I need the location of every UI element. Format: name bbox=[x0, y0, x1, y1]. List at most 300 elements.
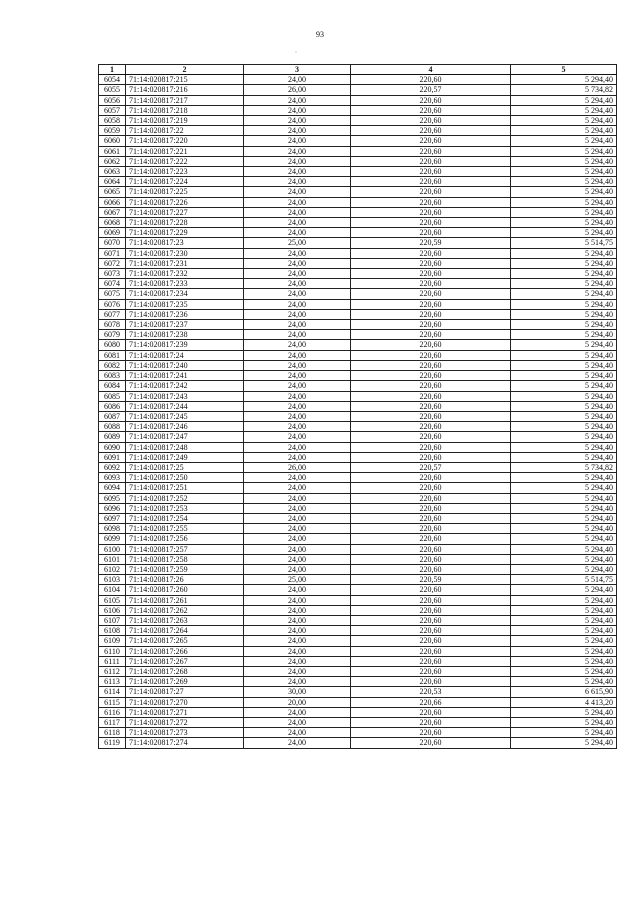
cell-amount: 5 294,40 bbox=[511, 585, 617, 595]
cell-amount: 5 294,40 bbox=[511, 473, 617, 483]
table-row bbox=[99, 187, 617, 197]
cell-row-number: 6100 bbox=[99, 544, 126, 554]
cell-amount: 5 294,40 bbox=[511, 452, 617, 462]
table-row bbox=[99, 289, 617, 299]
table-row bbox=[99, 575, 617, 585]
cell-row-number: 6062 bbox=[99, 156, 126, 166]
cell-row-number: 6106 bbox=[99, 605, 126, 615]
cell-area: 24,00 bbox=[244, 75, 351, 85]
cell-amount: 5 294,40 bbox=[511, 564, 617, 574]
cell-area: 24,00 bbox=[244, 371, 351, 381]
cell-row-number: 6099 bbox=[99, 534, 126, 544]
cell-amount: 5 294,40 bbox=[511, 371, 617, 381]
table-row bbox=[99, 554, 617, 564]
cell-area: 24,00 bbox=[244, 258, 351, 268]
cell-amount: 4 413,20 bbox=[511, 697, 617, 707]
cell-amount: 5 294,40 bbox=[511, 75, 617, 85]
cell-row-number: 6067 bbox=[99, 207, 126, 217]
cell-row-number: 6065 bbox=[99, 187, 126, 197]
table-row bbox=[99, 309, 617, 319]
cell-cadastral-number: 71:14:020817:271 bbox=[126, 707, 244, 717]
table-row bbox=[99, 707, 617, 717]
cell-amount: 5 294,40 bbox=[511, 289, 617, 299]
header-col-1: 1 bbox=[99, 65, 126, 75]
cell-cadastral-number: 71:14:020817:228 bbox=[126, 218, 244, 228]
cell-rate: 220,60 bbox=[351, 299, 511, 309]
cell-area: 24,00 bbox=[244, 360, 351, 370]
cell-amount: 5 294,40 bbox=[511, 269, 617, 279]
cell-area: 24,00 bbox=[244, 146, 351, 156]
cell-row-number: 6058 bbox=[99, 116, 126, 126]
cell-cadastral-number: 71:14:020817:248 bbox=[126, 442, 244, 452]
cell-cadastral-number: 71:14:020817:262 bbox=[126, 605, 244, 615]
table-row bbox=[99, 411, 617, 421]
cell-row-number: 6113 bbox=[99, 677, 126, 687]
table-row bbox=[99, 105, 617, 115]
cell-amount: 5 294,40 bbox=[511, 442, 617, 452]
cell-area: 30,00 bbox=[244, 687, 351, 697]
cell-rate: 220,60 bbox=[351, 381, 511, 391]
cell-cadastral-number: 71:14:020817:242 bbox=[126, 381, 244, 391]
cell-cadastral-number: 71:14:020817:221 bbox=[126, 146, 244, 156]
cell-amount: 5 294,40 bbox=[511, 636, 617, 646]
cell-area: 24,00 bbox=[244, 401, 351, 411]
cell-rate: 220,60 bbox=[351, 248, 511, 258]
cell-area: 24,00 bbox=[244, 105, 351, 115]
cell-area: 25,00 bbox=[244, 238, 351, 248]
cell-row-number: 6080 bbox=[99, 340, 126, 350]
table-row bbox=[99, 422, 617, 432]
table-row bbox=[99, 656, 617, 666]
cell-amount: 5 294,40 bbox=[511, 299, 617, 309]
cell-area: 24,00 bbox=[244, 564, 351, 574]
cell-amount: 5 294,40 bbox=[511, 116, 617, 126]
table-row bbox=[99, 136, 617, 146]
cell-area: 24,00 bbox=[244, 595, 351, 605]
cell-cadastral-number: 71:14:020817:236 bbox=[126, 309, 244, 319]
cell-amount: 5 294,40 bbox=[511, 218, 617, 228]
cell-area: 24,00 bbox=[244, 524, 351, 534]
cell-amount: 5 294,40 bbox=[511, 483, 617, 493]
cell-rate: 220,59 bbox=[351, 238, 511, 248]
cell-rate: 220,60 bbox=[351, 605, 511, 615]
cell-area: 24,00 bbox=[244, 289, 351, 299]
cell-amount: 5 294,40 bbox=[511, 167, 617, 177]
cell-row-number: 6110 bbox=[99, 646, 126, 656]
table-row bbox=[99, 493, 617, 503]
cell-rate: 220,60 bbox=[351, 666, 511, 676]
cell-rate: 220,60 bbox=[351, 187, 511, 197]
cell-row-number: 6057 bbox=[99, 105, 126, 115]
cell-cadastral-number: 71:14:020817:225 bbox=[126, 187, 244, 197]
cell-row-number: 6074 bbox=[99, 279, 126, 289]
cell-area: 24,00 bbox=[244, 279, 351, 289]
cell-row-number: 6109 bbox=[99, 636, 126, 646]
cell-cadastral-number: 71:14:020817:235 bbox=[126, 299, 244, 309]
cell-rate: 220,60 bbox=[351, 656, 511, 666]
cell-rate: 220,57 bbox=[351, 85, 511, 95]
cell-row-number: 6090 bbox=[99, 442, 126, 452]
cell-amount: 5 294,40 bbox=[511, 177, 617, 187]
cell-amount: 5 294,40 bbox=[511, 493, 617, 503]
cell-row-number: 6088 bbox=[99, 422, 126, 432]
table-row bbox=[99, 462, 617, 472]
cell-area: 24,00 bbox=[244, 432, 351, 442]
cell-amount: 5 294,40 bbox=[511, 554, 617, 564]
cell-amount: 5 294,40 bbox=[511, 544, 617, 554]
cell-amount: 5 734,82 bbox=[511, 85, 617, 95]
table-row bbox=[99, 330, 617, 340]
cell-row-number: 6097 bbox=[99, 513, 126, 523]
cell-rate: 220,60 bbox=[351, 167, 511, 177]
cell-amount: 5 294,40 bbox=[511, 646, 617, 656]
cell-rate: 220,60 bbox=[351, 269, 511, 279]
cell-rate: 220,60 bbox=[351, 483, 511, 493]
cell-area: 24,00 bbox=[244, 95, 351, 105]
cell-row-number: 6069 bbox=[99, 228, 126, 238]
cell-area: 24,00 bbox=[244, 605, 351, 615]
cell-cadastral-number: 71:14:020817:229 bbox=[126, 228, 244, 238]
cell-cadastral-number: 71:14:020817:247 bbox=[126, 432, 244, 442]
table-row bbox=[99, 636, 617, 646]
cell-cadastral-number: 71:14:020817:234 bbox=[126, 289, 244, 299]
cell-area: 24,00 bbox=[244, 615, 351, 625]
cell-rate: 220,60 bbox=[351, 95, 511, 105]
cell-row-number: 6084 bbox=[99, 381, 126, 391]
cell-row-number: 6117 bbox=[99, 718, 126, 728]
cell-cadastral-number: 71:14:020817:244 bbox=[126, 401, 244, 411]
cell-rate: 220,60 bbox=[351, 289, 511, 299]
cell-cadastral-number: 71:14:020817:270 bbox=[126, 697, 244, 707]
cell-row-number: 6104 bbox=[99, 585, 126, 595]
cell-amount: 5 294,40 bbox=[511, 340, 617, 350]
cell-area: 24,00 bbox=[244, 309, 351, 319]
cell-area: 24,00 bbox=[244, 320, 351, 330]
cell-row-number: 6089 bbox=[99, 432, 126, 442]
cell-rate: 220,60 bbox=[351, 391, 511, 401]
table-row bbox=[99, 238, 617, 248]
cell-row-number: 6101 bbox=[99, 554, 126, 564]
cell-cadastral-number: 71:14:020817:268 bbox=[126, 666, 244, 676]
cell-area: 24,00 bbox=[244, 728, 351, 738]
cell-area: 24,00 bbox=[244, 534, 351, 544]
cell-row-number: 6096 bbox=[99, 503, 126, 513]
cell-amount: 5 294,40 bbox=[511, 728, 617, 738]
table-row bbox=[99, 595, 617, 605]
table-row bbox=[99, 503, 617, 513]
cell-cadastral-number: 71:14:020817:263 bbox=[126, 615, 244, 625]
cell-amount: 5 294,40 bbox=[511, 707, 617, 717]
cell-amount: 5 294,40 bbox=[511, 677, 617, 687]
cell-area: 24,00 bbox=[244, 350, 351, 360]
cell-area: 20,00 bbox=[244, 697, 351, 707]
cell-cadastral-number: 71:14:020817:264 bbox=[126, 626, 244, 636]
cell-amount: 5 294,40 bbox=[511, 656, 617, 666]
cell-amount: 5 294,40 bbox=[511, 534, 617, 544]
cell-amount: 5 294,40 bbox=[511, 197, 617, 207]
header-col-3: 3 bbox=[244, 65, 351, 75]
table-row bbox=[99, 544, 617, 554]
cell-cadastral-number: 71:14:020817:252 bbox=[126, 493, 244, 503]
cell-area: 24,00 bbox=[244, 626, 351, 636]
cell-row-number: 6114 bbox=[99, 687, 126, 697]
header-col-4: 4 bbox=[351, 65, 511, 75]
cell-area: 24,00 bbox=[244, 422, 351, 432]
cell-area: 24,00 bbox=[244, 666, 351, 676]
table-row bbox=[99, 258, 617, 268]
cell-area: 24,00 bbox=[244, 207, 351, 217]
cell-row-number: 6063 bbox=[99, 167, 126, 177]
cell-area: 24,00 bbox=[244, 187, 351, 197]
cell-area: 24,00 bbox=[244, 554, 351, 564]
table-row bbox=[99, 167, 617, 177]
cell-amount: 5 294,40 bbox=[511, 258, 617, 268]
cell-cadastral-number: 71:14:020817:22 bbox=[126, 126, 244, 136]
table-row bbox=[99, 626, 617, 636]
cell-amount: 5 294,40 bbox=[511, 513, 617, 523]
cell-row-number: 6091 bbox=[99, 452, 126, 462]
cell-amount: 5 294,40 bbox=[511, 248, 617, 258]
cell-area: 24,00 bbox=[244, 269, 351, 279]
cell-cadastral-number: 71:14:020817:259 bbox=[126, 564, 244, 574]
cell-area: 24,00 bbox=[244, 330, 351, 340]
cell-row-number: 6064 bbox=[99, 177, 126, 187]
cell-area: 24,00 bbox=[244, 646, 351, 656]
cell-cadastral-number: 71:14:020817:245 bbox=[126, 411, 244, 421]
cell-area: 24,00 bbox=[244, 218, 351, 228]
cell-area: 24,00 bbox=[244, 442, 351, 452]
table-row bbox=[99, 299, 617, 309]
cell-row-number: 6119 bbox=[99, 738, 126, 748]
cell-cadastral-number: 71:14:020817:269 bbox=[126, 677, 244, 687]
cell-rate: 220,60 bbox=[351, 677, 511, 687]
table-row bbox=[99, 126, 617, 136]
cell-cadastral-number: 71:14:020817:24 bbox=[126, 350, 244, 360]
cell-rate: 220,60 bbox=[351, 156, 511, 166]
cell-area: 25,00 bbox=[244, 575, 351, 585]
cell-rate: 220,60 bbox=[351, 534, 511, 544]
cell-area: 24,00 bbox=[244, 299, 351, 309]
cell-rate: 220,60 bbox=[351, 595, 511, 605]
table-row bbox=[99, 442, 617, 452]
cell-rate: 220,60 bbox=[351, 432, 511, 442]
cell-cadastral-number: 71:14:020817:216 bbox=[126, 85, 244, 95]
cell-row-number: 6071 bbox=[99, 248, 126, 258]
cell-cadastral-number: 71:14:020817:237 bbox=[126, 320, 244, 330]
cell-cadastral-number: 71:14:020817:218 bbox=[126, 105, 244, 115]
table-row bbox=[99, 75, 617, 85]
cell-area: 26,00 bbox=[244, 462, 351, 472]
cell-area: 24,00 bbox=[244, 718, 351, 728]
table-row bbox=[99, 524, 617, 534]
cell-rate: 220,60 bbox=[351, 136, 511, 146]
cell-amount: 5 294,40 bbox=[511, 360, 617, 370]
table-row bbox=[99, 228, 617, 238]
cell-cadastral-number: 71:14:020817:273 bbox=[126, 728, 244, 738]
cell-amount: 5 294,40 bbox=[511, 187, 617, 197]
cell-cadastral-number: 71:14:020817:226 bbox=[126, 197, 244, 207]
cell-rate: 220,60 bbox=[351, 513, 511, 523]
cell-area: 24,00 bbox=[244, 636, 351, 646]
cell-row-number: 6116 bbox=[99, 707, 126, 717]
table-row bbox=[99, 677, 617, 687]
cell-amount: 6 615,90 bbox=[511, 687, 617, 697]
cell-cadastral-number: 71:14:020817:265 bbox=[126, 636, 244, 646]
table-row bbox=[99, 248, 617, 258]
cell-area: 24,00 bbox=[244, 656, 351, 666]
table-row bbox=[99, 197, 617, 207]
cell-cadastral-number: 71:14:020817:261 bbox=[126, 595, 244, 605]
cell-row-number: 6112 bbox=[99, 666, 126, 676]
cell-cadastral-number: 71:14:020817:272 bbox=[126, 718, 244, 728]
cell-cadastral-number: 71:14:020817:227 bbox=[126, 207, 244, 217]
cell-cadastral-number: 71:14:020817:217 bbox=[126, 95, 244, 105]
cell-amount: 5 294,40 bbox=[511, 126, 617, 136]
cell-area: 24,00 bbox=[244, 381, 351, 391]
cell-rate: 220,60 bbox=[351, 738, 511, 748]
cell-amount: 5 734,82 bbox=[511, 462, 617, 472]
cell-rate: 220,53 bbox=[351, 687, 511, 697]
cell-rate: 220,60 bbox=[351, 218, 511, 228]
table-row bbox=[99, 360, 617, 370]
cell-row-number: 6073 bbox=[99, 269, 126, 279]
cell-row-number: 6077 bbox=[99, 309, 126, 319]
cell-row-number: 6102 bbox=[99, 564, 126, 574]
cell-row-number: 6111 bbox=[99, 656, 126, 666]
cell-rate: 220,60 bbox=[351, 452, 511, 462]
cell-cadastral-number: 71:14:020817:25 bbox=[126, 462, 244, 472]
cell-cadastral-number: 71:14:020817:239 bbox=[126, 340, 244, 350]
cell-row-number: 6081 bbox=[99, 350, 126, 360]
table-row bbox=[99, 381, 617, 391]
table-row bbox=[99, 95, 617, 105]
cell-rate: 220,60 bbox=[351, 360, 511, 370]
cell-rate: 220,60 bbox=[351, 75, 511, 85]
table-row bbox=[99, 269, 617, 279]
cell-cadastral-number: 71:14:020817:250 bbox=[126, 473, 244, 483]
cell-cadastral-number: 71:14:020817:254 bbox=[126, 513, 244, 523]
cell-row-number: 6092 bbox=[99, 462, 126, 472]
cell-rate: 220,60 bbox=[351, 228, 511, 238]
table-row bbox=[99, 156, 617, 166]
cell-row-number: 6068 bbox=[99, 218, 126, 228]
table-row bbox=[99, 646, 617, 656]
cell-amount: 5 294,40 bbox=[511, 391, 617, 401]
table-row bbox=[99, 585, 617, 595]
table-row bbox=[99, 85, 617, 95]
cell-area: 24,00 bbox=[244, 585, 351, 595]
cell-row-number: 6056 bbox=[99, 95, 126, 105]
cell-cadastral-number: 71:14:020817:257 bbox=[126, 544, 244, 554]
cell-rate: 220,60 bbox=[351, 207, 511, 217]
cell-amount: 5 294,40 bbox=[511, 350, 617, 360]
cell-area: 24,00 bbox=[244, 248, 351, 258]
table-row bbox=[99, 564, 617, 574]
cell-area: 24,00 bbox=[244, 156, 351, 166]
cell-amount: 5 294,40 bbox=[511, 401, 617, 411]
cell-row-number: 6059 bbox=[99, 126, 126, 136]
cell-amount: 5 514,75 bbox=[511, 575, 617, 585]
cell-area: 24,00 bbox=[244, 167, 351, 177]
table-row bbox=[99, 728, 617, 738]
cell-rate: 220,60 bbox=[351, 350, 511, 360]
cell-row-number: 6060 bbox=[99, 136, 126, 146]
table-row bbox=[99, 687, 617, 697]
cell-amount: 5 294,40 bbox=[511, 381, 617, 391]
cell-row-number: 6078 bbox=[99, 320, 126, 330]
cell-rate: 220,60 bbox=[351, 422, 511, 432]
table-row bbox=[99, 605, 617, 615]
cell-row-number: 6066 bbox=[99, 197, 126, 207]
cell-amount: 5 294,40 bbox=[511, 524, 617, 534]
cell-row-number: 6079 bbox=[99, 330, 126, 340]
table-header bbox=[99, 65, 617, 75]
cell-area: 24,00 bbox=[244, 503, 351, 513]
cell-amount: 5 294,40 bbox=[511, 207, 617, 217]
cell-rate: 220,59 bbox=[351, 575, 511, 585]
cell-row-number: 6082 bbox=[99, 360, 126, 370]
cell-row-number: 6093 bbox=[99, 473, 126, 483]
cell-cadastral-number: 71:14:020817:243 bbox=[126, 391, 244, 401]
cell-area: 24,00 bbox=[244, 738, 351, 748]
cell-amount: 5 294,40 bbox=[511, 146, 617, 156]
cell-cadastral-number: 71:14:020817:23 bbox=[126, 238, 244, 248]
cell-rate: 220,60 bbox=[351, 707, 511, 717]
table-row bbox=[99, 320, 617, 330]
cell-cadastral-number: 71:14:020817:246 bbox=[126, 422, 244, 432]
cell-amount: 5 294,40 bbox=[511, 666, 617, 676]
table-row bbox=[99, 452, 617, 462]
table-row bbox=[99, 697, 617, 707]
cell-cadastral-number: 71:14:020817:253 bbox=[126, 503, 244, 513]
cell-rate: 220,60 bbox=[351, 309, 511, 319]
cell-cadastral-number: 71:14:020817:223 bbox=[126, 167, 244, 177]
cell-row-number: 6094 bbox=[99, 483, 126, 493]
table-row bbox=[99, 473, 617, 483]
cell-row-number: 6072 bbox=[99, 258, 126, 268]
cell-amount: 5 294,40 bbox=[511, 615, 617, 625]
cell-amount: 5 294,40 bbox=[511, 330, 617, 340]
cell-amount: 5 294,40 bbox=[511, 718, 617, 728]
cell-rate: 220,60 bbox=[351, 411, 511, 421]
cell-cadastral-number: 71:14:020817:26 bbox=[126, 575, 244, 585]
cell-rate: 220,60 bbox=[351, 105, 511, 115]
registry-table bbox=[98, 64, 617, 749]
cell-cadastral-number: 71:14:020817:27 bbox=[126, 687, 244, 697]
table-row bbox=[99, 371, 617, 381]
cell-rate: 220,60 bbox=[351, 615, 511, 625]
cell-row-number: 6054 bbox=[99, 75, 126, 85]
cell-rate: 220,66 bbox=[351, 697, 511, 707]
cell-amount: 5 294,40 bbox=[511, 432, 617, 442]
table-row bbox=[99, 666, 617, 676]
table-row bbox=[99, 279, 617, 289]
cell-cadastral-number: 71:14:020817:240 bbox=[126, 360, 244, 370]
cell-row-number: 6075 bbox=[99, 289, 126, 299]
cell-cadastral-number: 71:14:020817:260 bbox=[126, 585, 244, 595]
cell-row-number: 6095 bbox=[99, 493, 126, 503]
cell-amount: 5 514,75 bbox=[511, 238, 617, 248]
cell-rate: 220,60 bbox=[351, 473, 511, 483]
cell-row-number: 6115 bbox=[99, 697, 126, 707]
cell-amount: 5 294,40 bbox=[511, 503, 617, 513]
cell-amount: 5 294,40 bbox=[511, 156, 617, 166]
header-row bbox=[99, 65, 617, 75]
cell-amount: 5 294,40 bbox=[511, 595, 617, 605]
cell-row-number: 6083 bbox=[99, 371, 126, 381]
table-row bbox=[99, 177, 617, 187]
cell-rate: 220,60 bbox=[351, 340, 511, 350]
